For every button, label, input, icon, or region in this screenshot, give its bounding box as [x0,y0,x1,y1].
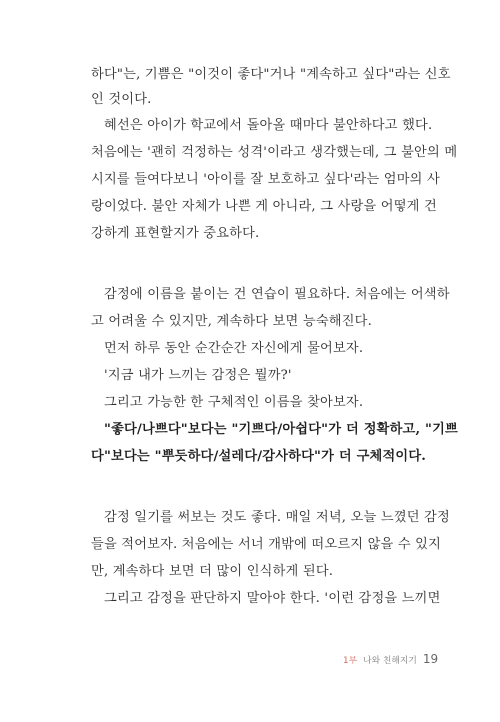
page-number: 19 [422,652,439,666]
body-text-line: 그리고 가능한 한 구체적인 이름을 찾아보자. [104,395,364,410]
footer-part-label: 1부 [343,656,358,666]
body-text-line: 혜선은 아이가 학교에서 돌아올 때마다 불안하다고 했다. [104,118,433,133]
body-text-line: 랑이었다. 불안 자체가 나쁜 게 아니라, 그 사랑을 어떻게 건 [91,199,437,214]
page-footer [343,652,438,670]
footer-title: 나와 친해지기 [363,656,417,666]
body-text-line: 고 어려울 수 있지만, 계속하다 보면 능숙해진다. [91,314,372,329]
body-text-line: 감정 일기를 써보는 것도 좋다. 매일 저녁, 오늘 느꼈던 감정 [104,510,450,525]
body-text-line: 인 것이다. [91,92,152,107]
body-text-line: 먼저 하루 동안 순간순간 자신에게 물어보자. [104,341,364,356]
emphasis-text-line: 다"보다는 "뿌듯하다/설레다/감사하다"가 더 구체적이다. [91,449,427,464]
body-text-line: '지금 내가 느끼는 감정은 뭘까?' [104,368,292,383]
body-text-line: 만, 계속하다 보면 더 많이 인식하게 된다. [91,564,334,579]
emphasis-text-line: "좋다/나쁘다"보다는 "기쁘다/아쉽다"가 더 정확하고, "기쁘 [104,422,459,437]
body-text-line: 시지를 들여다보니 '아이를 잘 보호하고 싶다'라는 엄마의 사 [91,172,440,187]
body-text-line: 그리고 감정을 판단하지 말아야 한다. '이런 감정을 느끼면 [104,591,441,606]
body-text-line: 감정에 이름을 붙이는 건 연습이 필요하다. 처음에는 어색하 [104,287,450,302]
body-text-line: 처음에는 '괜히 걱정하는 성격'이라고 생각했는데, 그 불안의 메 [91,145,458,160]
body-text-line: 하다"는, 기쁨은 "이것이 좋다"거나 "계속하고 싶다"라는 신호 [91,67,451,82]
body-text-line: 강하게 표현할지가 중요하다. [91,226,260,241]
body-text-line: 들을 적어보자. 처음에는 서너 개밖에 떠오르지 않을 수 있지 [91,537,442,552]
